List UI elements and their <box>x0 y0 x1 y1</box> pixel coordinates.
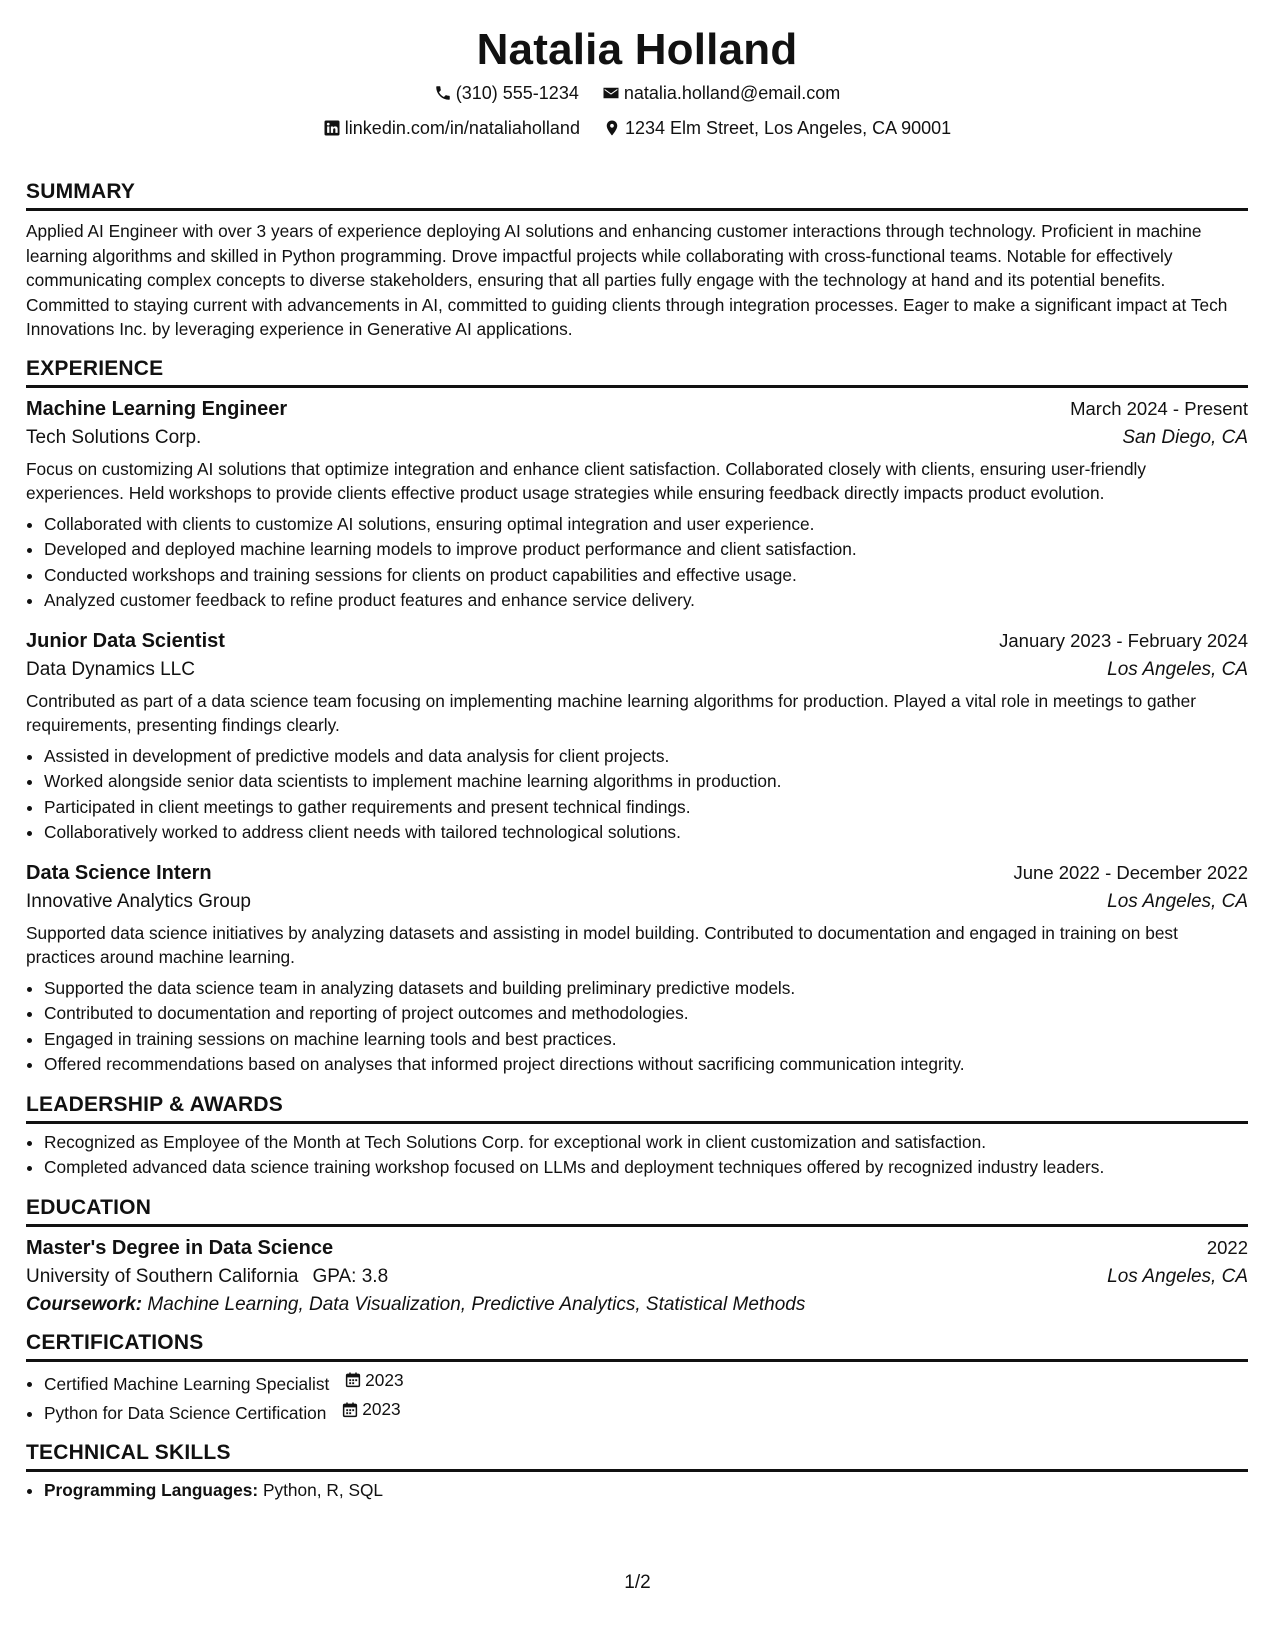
leadership-bullets <box>26 1130 1248 1181</box>
job-entry <box>26 862 1248 1078</box>
section-title-education: EDUCATION <box>26 1195 1248 1227</box>
contact-row-2 <box>26 117 1248 142</box>
address-contact <box>603 117 951 139</box>
certification-name: Certified Machine Learning Specialist <box>44 1373 330 1394</box>
company-name: Innovative Analytics Group <box>26 890 251 912</box>
skills-list <box>26 1478 1248 1504</box>
contact-row-1 <box>26 82 1248 107</box>
page-number: 1/2 <box>624 1572 651 1593</box>
job-location: Los Angeles, CA <box>1107 890 1248 912</box>
job-entry <box>26 398 1248 614</box>
summary-section <box>26 179 1248 342</box>
job-location: Los Angeles, CA <box>1107 658 1248 680</box>
degree-title: Master's Degree in Data Science <box>26 1236 334 1259</box>
job-bullets <box>26 744 1248 846</box>
job-title: Junior Data Scientist <box>26 629 225 652</box>
certification-year: 2023 <box>362 1398 401 1419</box>
list-item: • Assisted in development of predictive models and data analysis for client projects. <box>44 744 1248 770</box>
job-dates: March 2024 - Present <box>1070 397 1248 419</box>
experience-section <box>26 356 1248 1078</box>
skills-section <box>26 1440 1248 1504</box>
certification-date <box>341 1397 400 1423</box>
certification-name: Python for Data Science Certification <box>44 1402 327 1423</box>
phone-icon <box>434 84 452 102</box>
list-item: • Conducted workshops and training sessions for clients on product capabilities and effective usage. <box>44 563 1248 589</box>
leadership-section <box>26 1092 1248 1181</box>
certifications-section <box>26 1330 1248 1427</box>
list-item: • Participated in client meetings to gather requirements and present technical findings. <box>44 795 1248 821</box>
calendar-icon <box>344 1371 362 1389</box>
map-marker-icon <box>603 119 621 137</box>
address-text: 1234 Elm Street, Los Angeles, CA 90001 <box>624 118 952 138</box>
job-description: Contributed as part of a data science team focusing on implementing machine learning algorithms for production. Played a vital role in meetings to gather requirements, presenting findings clearly. <box>26 690 1197 735</box>
summary-text: Applied AI Engineer with over 3 years of experience deploying AI solutions and enhancing customer interactions through technology. Proficient in machine learning algorithms and skilled in Python programming. Drove impactful projects while collaborating with cross-functional teams. Notable for effectively communicating complex concepts to diverse stakeholders, ensuring that all parties fully engage with the technology at hand and its potential benefits. Committed to staying current with advancements in AI, committed to guiding clients through integration processes. Eager to make a significant impact at Tech Innovations Inc. by leveraging experience in Generative AI applications. <box>26 221 1228 339</box>
email-contact[interactable] <box>602 82 840 104</box>
list-item: • Supported the data science team in analyzing datasets and building preliminary predictive models. <box>44 976 1248 1002</box>
certification-date <box>344 1368 403 1394</box>
graduation-year: 2022 <box>1206 1236 1248 1258</box>
list-item: • Offered recommendations based on analyses that informed project directions without sacrificing communication integrity. <box>44 1052 1248 1078</box>
section-title-skills: TECHNICAL SKILLS <box>26 1440 1248 1472</box>
school-location: Los Angeles, CA <box>1107 1265 1248 1287</box>
coursework <box>26 1294 1248 1316</box>
school-line <box>26 1266 388 1288</box>
skill-value: Python, R, SQL <box>262 1480 384 1500</box>
job-bullets <box>26 512 1248 614</box>
job-title: Data Science Intern <box>26 861 212 884</box>
calendar-icon <box>341 1401 359 1419</box>
certification-list <box>26 1368 1248 1427</box>
school-name: University of Southern California <box>26 1265 299 1287</box>
list-item: • Analyzed customer feedback to refine product features and enhance service delivery. <box>44 588 1248 614</box>
gpa: GPA: 3.8 <box>312 1265 389 1287</box>
list-item: • Developed and deployed machine learning models to improve product performance and client satisfaction. <box>44 537 1248 563</box>
list-item: • Collaborated with clients to customize AI solutions, ensuring optimal integration and user experience. <box>44 512 1248 538</box>
phone-text: (310) 555-1234 <box>455 83 579 103</box>
list-item: • Worked alongside senior data scientists to implement machine learning algorithms in production. <box>44 769 1248 795</box>
phone-contact <box>434 82 579 104</box>
linkedin-contact[interactable] <box>323 117 580 139</box>
job-entry <box>26 630 1248 846</box>
email-link[interactable]: natalia.holland@email.com <box>623 83 841 103</box>
resume-page <box>26 0 1248 1504</box>
job-location: San Diego, CA <box>1122 426 1248 448</box>
list-item: • Engaged in training sessions on machine learning tools and best practices. <box>44 1027 1248 1053</box>
skill-label: Programming Languages: <box>44 1480 259 1500</box>
list-item: • Collaboratively worked to address client needs with tailored technological solutions. <box>44 820 1248 846</box>
coursework-label: Coursework: <box>26 1293 143 1315</box>
job-dates: January 2023 - February 2024 <box>999 629 1248 651</box>
list-item: • Completed advanced data science training workshop focused on LLMs and deployment techniques offered by recognized industry leaders. <box>44 1155 1248 1181</box>
job-description: Focus on customizing AI solutions that optimize integration and enhance client satisfaction. Collaborated closely with clients, ensuring user-friendly experiences. Held workshops to provide clients effective product usage strategies while ensuring feedback directly impacts product evolution. <box>26 458 1147 503</box>
list-item: • Recognized as Employee of the Month at Tech Solutions Corp. for exceptional work in client customization and satisfaction. <box>44 1130 1248 1156</box>
job-dates: June 2022 - December 2022 <box>1013 861 1248 883</box>
section-title-summary: SUMMARY <box>26 179 1248 211</box>
job-title: Machine Learning Engineer <box>26 397 288 420</box>
linkedin-link[interactable]: linkedin.com/in/nataliaholland <box>344 118 580 138</box>
company-name: Tech Solutions Corp. <box>26 426 202 448</box>
candidate-name: Natalia Holland <box>476 25 798 74</box>
skill-item <box>44 1478 1248 1504</box>
job-bullets <box>26 976 1248 1078</box>
certification-item <box>44 1368 1248 1397</box>
list-item: • Contributed to documentation and reporting of project outcomes and methodologies. <box>44 1001 1248 1027</box>
education-section <box>26 1195 1248 1316</box>
job-description: Supported data science initiatives by analyzing datasets and assisting in model building. Contributed to documentation and engaged in training on best practices around machine learning. <box>26 922 1178 967</box>
section-title-certifications: CERTIFICATIONS <box>26 1330 1248 1362</box>
section-title-leadership: LEADERSHIP & AWARDS <box>26 1092 1248 1124</box>
company-name: Data Dynamics LLC <box>26 658 195 680</box>
certification-year: 2023 <box>365 1369 404 1390</box>
coursework-list: Machine Learning, Data Visualization, Predictive Analytics, Statistical Methods <box>147 1293 806 1315</box>
linkedin-icon <box>323 119 341 137</box>
envelope-icon <box>602 84 620 102</box>
section-title-experience: EXPERIENCE <box>26 356 1248 388</box>
certification-item <box>44 1397 1248 1426</box>
